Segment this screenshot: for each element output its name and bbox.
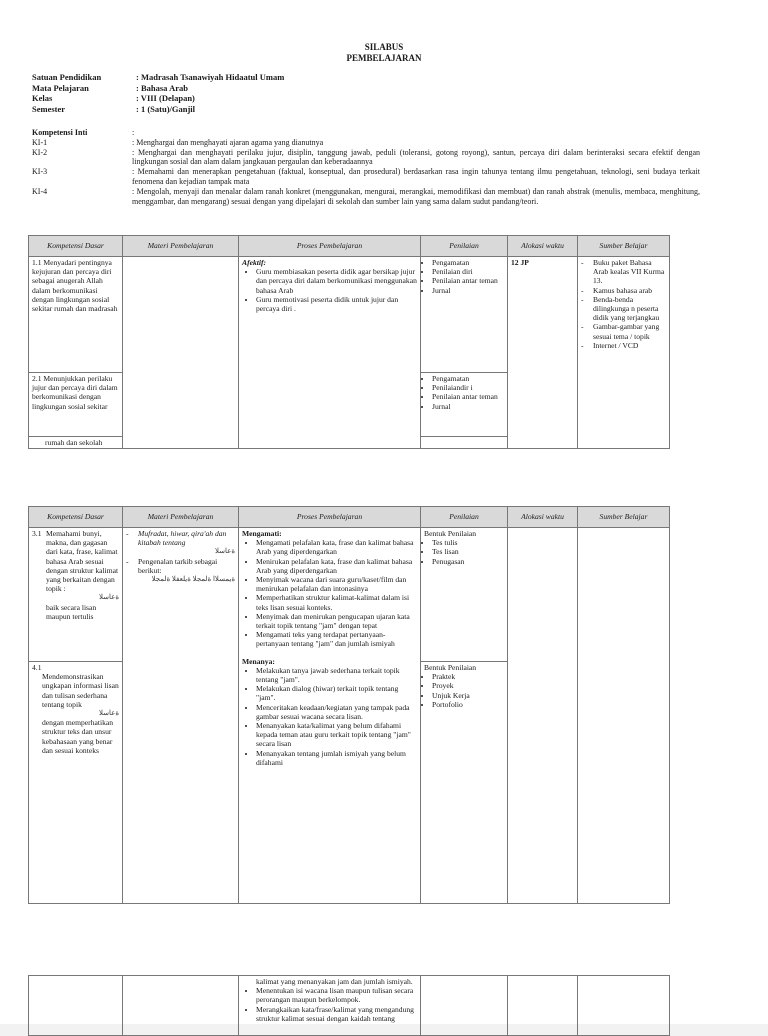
list-item: • Menentukan isi wacana lisan maupun tulisan secara perorangan maupun berkelompok. [256,986,417,1004]
list-item: - Kamus bahasa arab [581,285,653,295]
proses-cell [239,528,421,904]
proses-continuation: kalimat yang menanyakan jam dan jumlah ismiyah. [256,977,413,986]
table-row [29,528,670,662]
list-item: • Menanyakan tentang jumlah ismiyah yang belum difahami [256,749,417,767]
ki-label: KI-4 [32,186,48,196]
penilaian-list [424,374,504,411]
list-item: - Pengenalan tarkib sebagai berikut: [126,556,218,575]
table-header-row [29,507,670,528]
identity-label: Mata Pelajaran [32,82,89,93]
alokasi-cell: 12 JP [508,257,578,449]
identity-row [32,104,284,115]
penilaian-list [424,672,504,709]
column-header: Materi Pembelajaran [123,236,239,257]
list-item: • Mengamati teks yang terdapat pertanyaan-pertanyaan tentang "jam" dan jumlah ismiyah [256,630,417,648]
ki-row [32,167,700,187]
list-item: • Unjuk Kerja [432,691,504,700]
column-header: Kompetensi Dasar [29,507,123,528]
list-item: • Menanyakan kata/kalimat yang belum difahami kepada teman atau guru terkait topik tentang "jam" secara lisan [256,721,417,749]
penilaian-cell [421,373,508,437]
list-item: • Menyimak dan menirukan pengucapan ujaran kata terkait topik tentang "jam" dengan tepat [256,612,417,630]
sumber-list [581,258,666,350]
arabic-term: ةيمسلاا ةلمجلا ةيلعفلا ةلمجلا [151,575,235,584]
proses-cell [239,257,421,449]
kd-cell [29,662,123,904]
proses-heading: Afektif: [242,258,267,267]
penilaian-list [424,258,504,295]
penilaian-cell [421,437,508,449]
title-silabus: SILABUS [364,42,404,52]
ki-row [32,187,700,207]
list-item: - Mufradat, hiwar, qira'ah dan kitabah tentang [126,529,227,548]
ki-value: : Memahami dan menerapkan pengetahuan (faktual, konseptual, dan prosedural) berdasarkan rasa ingin tahunya tentang ilmu pengetahuan, teknologi, seni budaya terkait fenomena dan kejadian tampak mata [132,167,700,186]
kd-cell [29,528,123,662]
list-item: • Menirukan pelafalan kata, frase dan kalimat bahasa Arab yang diperdengarkan [256,557,417,575]
penilaian-cell [421,662,508,904]
materi-cell [123,528,239,904]
list-item: • Penilaiandir i [432,383,504,392]
identity-value: : Bahasa Arab [136,82,188,93]
list-item: • Guru memotivasi peserta didik untuk jujur dan percaya diri . [256,295,417,313]
column-header: Alokasi waktu [508,236,578,257]
column-header: Proses Pembelajaran [239,236,421,257]
kd-cell-tail: rumah dan sekolah [29,437,123,449]
list-item: - Buku paket Bahasa Arab kealas VII Kurma 13. [581,258,665,286]
list-item: • Jurnal [432,286,504,295]
list-item: • Melakukan dialog (hiwar) terkait topik tentang "jam". [256,684,417,702]
list-item: • Tes tulis [432,538,504,547]
ki-row [32,148,700,168]
list-item: • Penilaian diri [432,267,504,276]
kd-cell: 1.1 Menyadari pentingnya kejujuran dan percaya diri sebagai anugerah Allah dalam berkomunikasi dengan lingkungan sosial sekitar rumah dan madrasah [29,257,123,373]
syllabus-table-1 [28,235,670,449]
list-item: • Guru membiasakan peserta didik agar bersikap jujur dan percaya diri dalam berkomunikasi menggunakan bahasa Arab [256,267,417,295]
kd-cell: 2.1 Menunjukkan perilaku jujur dan percaya diri dalam berkomunikasi dengan lingkungan sosial sekitar [29,373,123,437]
list-item: • Penilaian antar teman [432,276,504,285]
column-header: Kompetensi Dasar [29,236,123,257]
column-header: Sumber Belajar [578,507,670,528]
column-header: Proses Pembelajaran [239,507,421,528]
list-item: - Internet / VCD [581,340,639,350]
column-header: Alokasi waktu [508,507,578,528]
ki-value: : Mengolah, menyaji dan menalar dalam ranah konkret (menggunakan, mengurai, merangkai, memodifikasi dan membuat) dan ranah abstrak (menulis, membaca, menghitung, menggambar, dan mengarang) sesuai dengan yang dipelajari di sekolah dan sumber lain yang sama dalam sudut pandang/teori. [132,186,700,206]
list-item: • Memperhatikan struktur kalimat-kalimat dalam isi teks lisan sesuai konteks. [256,593,417,611]
sumber-cell [578,528,670,904]
sumber-cell [578,976,670,1036]
ki-value: : [132,128,135,137]
identity-value: : VIII (Delapan) [136,93,195,103]
kd-4-1: Mendemonstrasikan ungkapan informasi lisan dan tulisan sederhana tentang topik [42,672,119,709]
identity-row [32,93,284,104]
ki-label: KI-2 [32,147,48,157]
identity-block [32,72,284,114]
arabic-term: ةعاسلا [214,547,235,556]
penilaian-heading: Bentuk Penilaian [424,663,477,672]
mengamati-list [242,538,417,648]
table-row [29,976,670,1036]
proses-heading: Mengamati: [242,529,282,538]
list-item: • Proyek [432,681,504,690]
list-item: • Penilaian antar teman [432,392,504,401]
kd-3-1: 3.1 Memahami bunyi, makna, dan gagasan dari kata, frase, kalimat bahasa Arab sesuai dengan struktur kalimat yang berkaitan dengan topik : [32,529,119,594]
materi-list [126,529,235,584]
list-item: • Penugasan [432,557,504,566]
kd-4-1-lead: 4.1 [32,663,42,672]
list-item: • Menyimak wacana dari suara guru/kaset/film dan menirukan pelafalan dan intonasinya [256,575,417,593]
penilaian-cell [421,976,508,1036]
list-item: • Praktek [432,672,504,681]
materi-cell [123,976,239,1036]
list-item: • Merangkaikan kata/frase/kalimat yang mengandung struktur kalimat sesuai dengan kaidah tentang [256,1005,417,1023]
identity-row [32,83,284,94]
kompetensi-inti-block [32,128,700,206]
table-row [29,257,670,373]
penilaian-cell [421,257,508,373]
identity-label: Kelas [32,93,53,103]
list-item: - Gambar-gambar yang sesuai tema / topik [581,322,660,341]
list-item: • Melakukan tanya jawab sederhana terkait topik tentang "jam". [256,666,417,684]
ki-label: Kompetensi Inti [32,128,88,137]
penilaian-list [424,538,504,566]
list-item: • Portofolio [432,700,504,709]
ki-row [32,128,700,138]
proses-list [242,986,417,1023]
identity-label: Semester [32,103,66,114]
identity-value: : Madrasah Tsanawiyah Hidaatul Umam [136,72,285,82]
kd-cell [29,976,123,1036]
ki-row [32,138,700,148]
alokasi-cell [508,528,578,904]
list-item: • Pengamatan [432,374,504,383]
list-item: • Mengamati pelafalan kata, frase dan kalimat bahasa Arab yang diperdengarkan [256,538,417,556]
table-header-row [29,236,670,257]
ki-label: KI-3 [32,167,48,177]
column-header: Penilaian [421,236,508,257]
arabic-term: ةعاسلا [98,709,119,718]
list-item: • Tes lisan [432,547,504,556]
list-item: • Pengamatan [432,258,504,267]
list-item: • Menceritakan keadaan/kegiatan yang tampak pada gambar sesuai wacana secara lisan. [256,703,417,721]
identity-row [32,72,284,83]
title-pembelajaran: PEMBELAJARAN [346,53,422,63]
syllabus-table-3 [28,975,670,1036]
ki-value: : Menghargai dan menghayati perilaku jujur, disiplin, tanggung jawab, peduli (toleransi, gotong royong), santun, percaya diri dalam berinteraksi secara efektif dengan lingkungan sosial dan alam dalam jangkauan pergaulan dan keberadaannya [132,147,700,167]
sumber-cell [578,257,670,449]
proses-cell [239,976,421,1036]
identity-value: : 1 (Satu)/Ganjil [136,103,196,114]
list-item: - Benda-benda dilingkunga n peserta didik yang terjangkau [581,294,660,323]
ki-value: : Menghargai dan menghayati ajaran agama yang dianutnya [132,137,324,147]
penilaian-heading: Bentuk Penilaian [424,529,477,538]
penilaian-cell [421,528,508,662]
materi-cell [123,257,239,449]
arabic-term: ةعاسلا [98,593,119,602]
menanya-list [242,666,417,767]
proses-heading: Menanya: [242,656,275,666]
proses-list [242,267,417,313]
kd-3-1-tail: baik secara lisan maupun tertulis [46,602,97,621]
syllabus-table-2 [28,506,670,904]
identity-label: Satuan Pendidikan [32,72,102,82]
column-header: Sumber Belajar [578,236,670,257]
column-header: Penilaian [421,507,508,528]
list-item: • Jurnal [432,402,504,411]
kd-4-1-tail: dengan memperhatikan struktur teks dan unsur kebahasaan yang benar dan sesuai konteks [42,718,114,755]
alokasi-cell [508,976,578,1036]
column-header: Materi Pembelajaran [123,507,239,528]
ki-label: KI-1 [32,137,48,147]
